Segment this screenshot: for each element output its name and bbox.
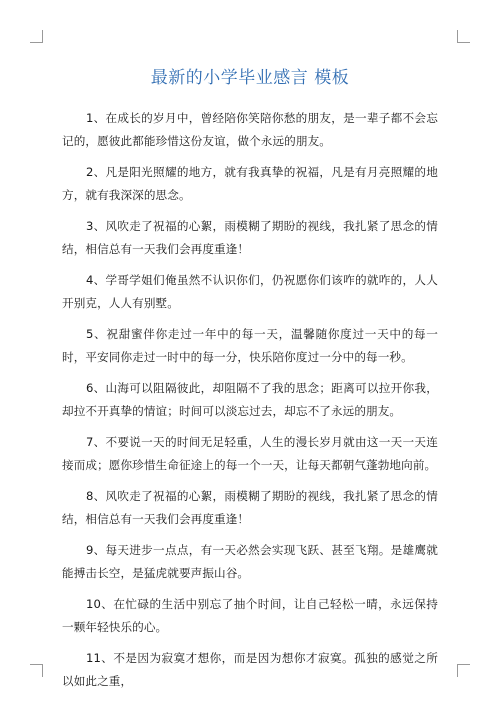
document-title: 最新的小学毕业感言 模板: [150, 68, 350, 88]
document-body: [62, 107, 438, 701]
paragraph: 1、在成长的岁月中，曾经陪你笑陪你愁的朋友，是一辈子都不会忘记的，愿彼此都能珍惜这份友谊，做个永远的朋友。: [62, 111, 438, 148]
paragraph: 5、祝甜蜜伴你走过一年中的每一天，温馨随你度过一天中的每一时，平安同你走过一时中的每一分，快乐陪你度过一分中的每一秒。: [62, 327, 438, 364]
page-corner-mark-top-left: [30, 30, 43, 43]
paragraph: 2、凡是阳光照耀的地方，就有我真挚的祝福，凡是有月亮照耀的地方，就有我深深的思念。: [62, 165, 438, 202]
paragraph: 9、每天进步一点点，有一天必然会实现飞跃、甚至飞翔。是雄鹰就能搏击长空，是猛虎就要声振山谷。: [62, 543, 438, 580]
paragraph: 6、山海可以阻隔彼此，却阻隔不了我的思念；距离可以拉开你我，却拉不开真挚的情谊；时间可以淡忘过去，却忘不了永远的朋友。: [62, 381, 438, 418]
page-corner-mark-bottom-left: [30, 664, 43, 677]
paragraph: 3、风吹走了祝福的心絮，雨模糊了期盼的视线，我扎紧了思念的情结，相信总有一天我们会再度重逢！: [62, 219, 438, 256]
page-corner-mark-bottom-right: [457, 664, 470, 677]
paragraph: 11、不是因为寂寞才想你，而是因为想你才寂寞。孤独的感觉之所以如此之重，: [62, 651, 438, 688]
paragraph: 4、学哥学姐们俺虽然不认识你们，仍祝愿你们该咋的就咋的，人人开别克，人人有别墅。: [62, 273, 438, 310]
paragraph: 10、在忙碌的生活中别忘了抽个时间，让自己轻松一晴，永远保持一颗年轻快乐的心。: [62, 597, 438, 634]
paragraph: 7、不要说一天的时间无足轻重，人生的漫长岁月就由这一天一天连接而成；愿你珍惜生命征途上的每一个一天，让每天都朝气蓬勃地向前。: [62, 435, 438, 472]
page-corner-mark-top-right: [457, 30, 470, 43]
paragraph: 8、风吹走了祝福的心絮，雨模糊了期盼的视线，我扎紧了思念的情结，相信总有一天我们会再度重逢！: [62, 489, 438, 526]
